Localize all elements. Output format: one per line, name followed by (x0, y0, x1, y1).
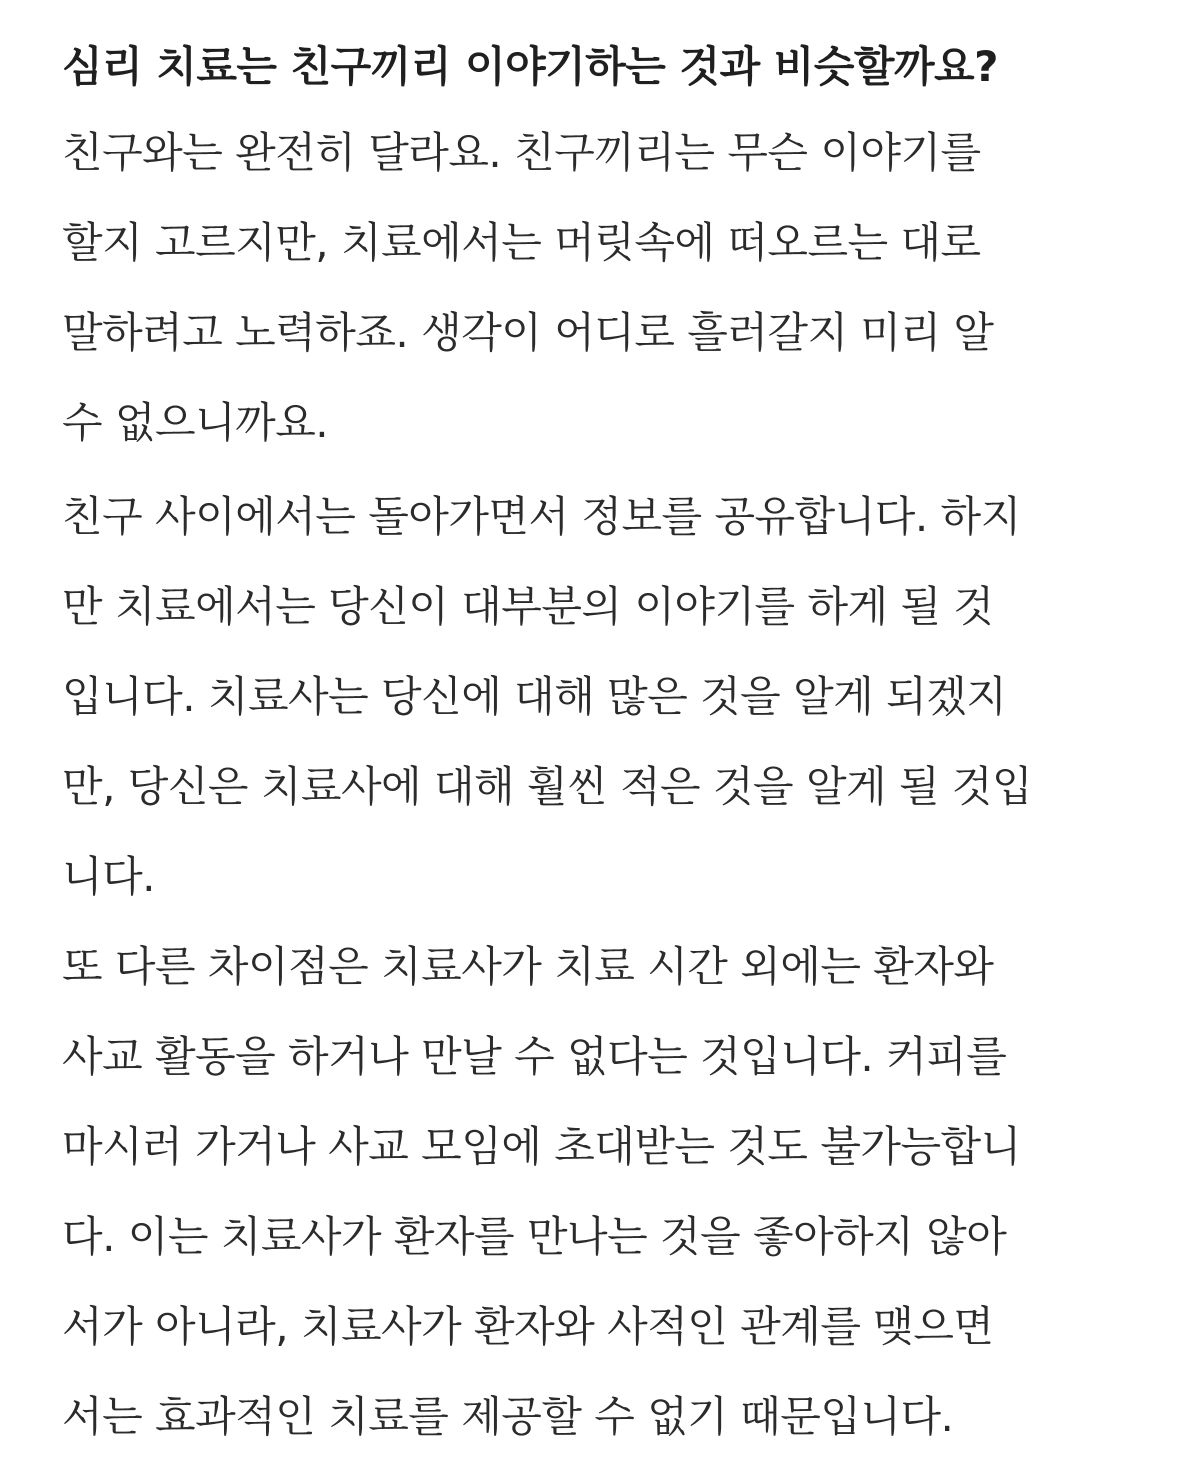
paragraph-line: 사교 활동을 하거나 만날 수 없다는 것입니다. 커피를 (62, 1032, 1007, 1081)
paragraph-line: 서가 아니라, 치료사가 환자와 사적인 관계를 맺으면 (62, 1302, 994, 1351)
paragraph-line: 수 없으니까요. (62, 398, 329, 447)
paragraph-line: 친구와는 완전히 달라요. 친구끼리는 무슨 이야기를 (62, 128, 981, 177)
paragraph-line: 친구 사이에서는 돌아가면서 정보를 공유합니다. 하지 (62, 492, 1021, 541)
paragraph-line: 할지 고르지만, 치료에서는 머릿속에 떠오르는 대로 (62, 218, 981, 267)
paragraph-line: 다. 이는 치료사가 환자를 만나는 것을 좋아하지 않아 (62, 1212, 1007, 1261)
paragraph-line: 입니다. 치료사는 당신에 대해 많은 것을 알게 되겠지 (62, 672, 1007, 721)
paragraph-line: 또 다른 차이점은 치료사가 치료 시간 외에는 환자와 (62, 942, 994, 991)
paragraph-line: 만, 당신은 치료사에 대해 훨씬 적은 것을 알게 될 것입 (62, 762, 1033, 811)
article-heading: 심리 치료는 친구끼리 이야기하는 것과 비슷할까요? (62, 42, 998, 91)
paragraph-line: 말하려고 노력하죠. 생각이 어디로 흘러갈지 미리 알 (62, 308, 994, 357)
paragraph-line: 만 치료에서는 당신이 대부분의 이야기를 하게 될 것 (62, 582, 994, 631)
paragraph-line: 마시러 가거나 사교 모임에 초대받는 것도 불가능합니 (62, 1122, 1021, 1171)
paragraph-line: 서는 효과적인 치료를 제공할 수 없기 때문입니다. (62, 1392, 954, 1441)
paragraph-line: 니다. (62, 852, 155, 901)
